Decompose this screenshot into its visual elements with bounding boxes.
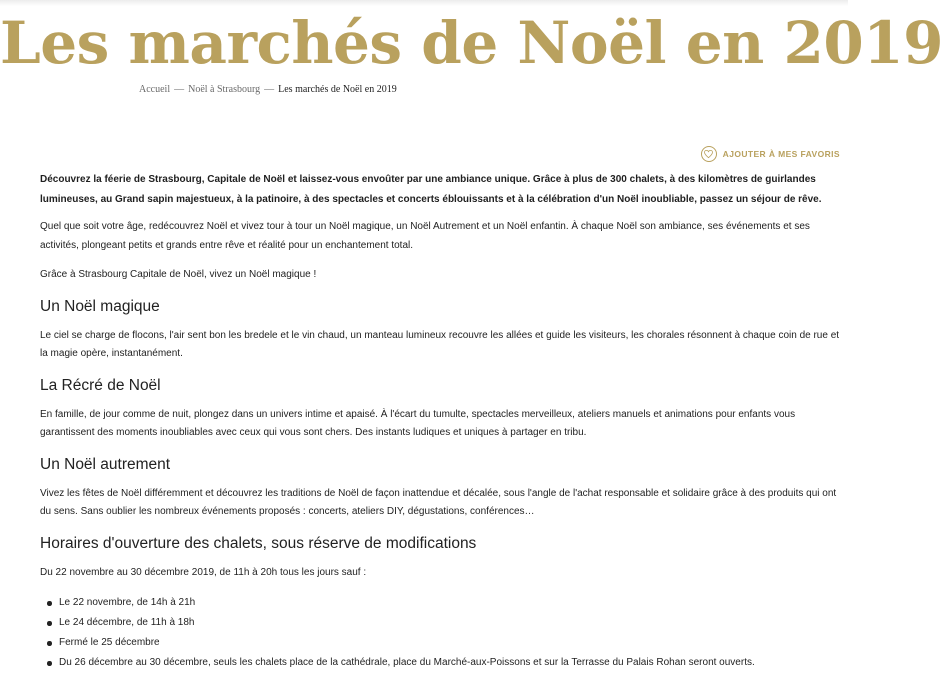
section-heading-recre-de-noel: La Récré de Noël [40,376,161,394]
breadcrumb-separator: — [264,84,275,95]
main-content [40,170,840,673]
breadcrumb-current: Les marchés de Noël en 2019 [278,84,397,95]
intro-lead: Découvrez la féerie de Strasbourg, Capitale de Noël et laissez-vous envoûter par une ambiance unique. Grâce à plus de 300 chalets, à des kilomètres de guirlandes lumineuses, au Grand sapin majestueux, à la patinoire, à des spectacles et concerts éblouissants et à la célébration d'un Noël inoubliable, passez un séjour de rêve. [40,174,822,205]
hours-list [40,593,840,673]
add-to-favorites-button[interactable] [701,146,840,162]
section-heading-noel-magique: Un Noël magique [40,297,160,315]
intro-paragraph-2: Grâce à Strasbourg Capitale de Noël, vivez un Noël magique ! [40,269,317,280]
section-text-noel-magique: Le ciel se charge de flocons, l'air sent bon les bredele et le vin chaud, un manteau lumineux recouvre les allées et guide les visiteurs, les chorales résonnent à chaque coin de rue et la magie opère, instantanément. [40,329,840,359]
section-text-recre-de-noel: En famille, de jour comme de nuit, plongez dans un univers intime et apaisé. À l'écart du tumulte, spectacles merveilleux, ateliers manuels et animations pour enfants vous garantissent des moments inoubliables avec ceux qui vous sont chers. Des instants ludiques et uniques à partager en tribu. [40,408,796,438]
section-heading-noel-autrement: Un Noël autrement [40,455,171,473]
heart-icon [701,146,717,162]
list-item: Le 22 novembre, de 14h à 21h [40,593,840,613]
list-item: Fermé le 25 décembre [40,633,840,653]
section-heading-horaires: Horaires d'ouverture des chalets, sous réserve de modifications [40,534,477,552]
favorite-label: AJOUTER À MES FAVORIS [722,149,840,159]
breadcrumb-home-link[interactable]: Accueil [139,84,171,95]
list-item: Du 26 décembre au 30 décembre, seuls les chalets place de la cathédrale, place du Marché-aux-Poissons et sur la Terrasse du Palais Rohan seront ouverts. [40,653,840,673]
section-text-noel-autrement: Vivez les fêtes de Noël différemment et découvrez les traditions de Noël de façon inattendue et décalée, sous l'angle de l'achat responsable et solidaire grâce à des produits qui ont du sens. Sans oublier les nombreux événements proposés : concerts, ateliers DIY, dégustations, conférences… [40,487,837,517]
list-item: Le 24 décembre, de 11h à 18h [40,613,840,633]
page-title: Les marchés de Noël en 2019 [0,9,943,77]
breadcrumb-noel-link[interactable]: Noël à Strasbourg [188,84,261,95]
breadcrumb-separator: — [174,84,185,95]
breadcrumb [139,84,397,95]
intro-paragraph: Quel que soit votre âge, redécouvrez Noël et vivez tour à tour un Noël magique, un Noël Autrement et un Noël enfantin. À chaque Noël son ambiance, ses événements et ses activités, plongeant petits et grands entre rêve et réalité pour un enchantement total. [40,221,810,251]
hours-intro: Du 22 novembre au 30 décembre 2019, de 11h à 20h tous les jours sauf : [40,566,367,578]
